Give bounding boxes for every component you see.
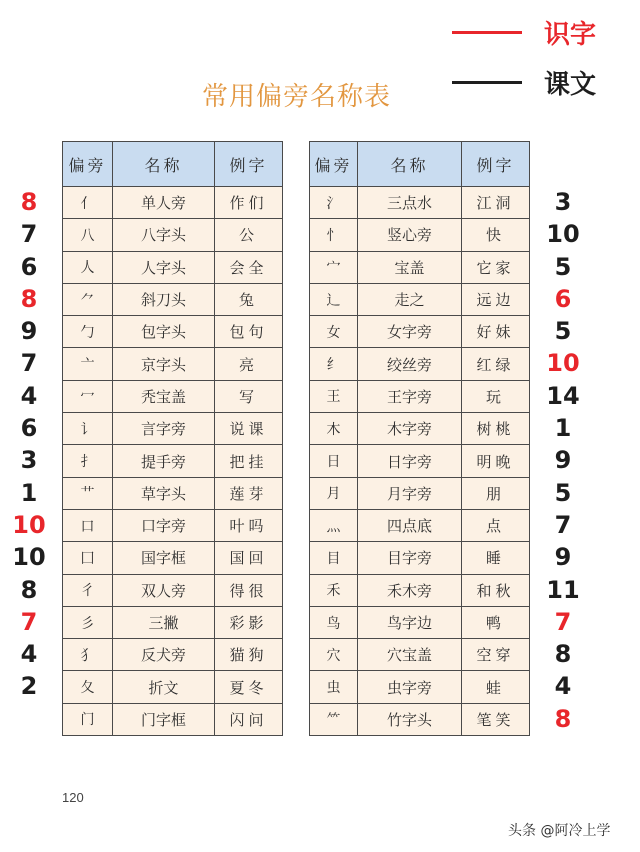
table-row: [63, 671, 283, 703]
right-table-body: [310, 187, 530, 736]
example-cell: 和秋: [462, 574, 530, 606]
radical-cell: 木: [310, 413, 358, 445]
table-row: [63, 703, 283, 735]
annotation-number: 8: [20, 188, 38, 216]
table-row: [63, 477, 283, 509]
annotation-number: 10: [12, 510, 46, 539]
table-row: [310, 219, 530, 251]
radical-cell: 日: [310, 445, 358, 477]
radical-cell: 穴: [310, 639, 358, 671]
annotation-number: 10: [546, 349, 580, 378]
radical-cell: 鸟: [310, 606, 358, 638]
name-cell: 鸟字边: [358, 606, 462, 638]
table-row: [63, 509, 283, 541]
radical-cell: 口: [63, 509, 113, 541]
example-cell: 亮: [215, 348, 283, 380]
radical-cell: 纟: [310, 348, 358, 380]
name-cell: 竹字头: [358, 703, 462, 735]
radical-cell: 夂: [63, 671, 113, 703]
radical-cell: 虫: [310, 671, 358, 703]
name-cell: 女字旁: [358, 316, 462, 348]
annotation-number: 8: [20, 575, 38, 604]
table-row: [310, 283, 530, 315]
header-example: 例字: [462, 142, 530, 187]
radical-cell: 冖: [63, 380, 113, 412]
watermark: 头条 @阿冷上学: [508, 823, 611, 839]
table-row: [63, 413, 283, 445]
name-cell: 月字旁: [358, 477, 462, 509]
name-cell: 四点底: [358, 509, 462, 541]
annotation-number: 8: [554, 704, 572, 733]
table-row: [310, 509, 530, 541]
name-cell: 反犬旁: [113, 639, 215, 671]
name-cell: 三点水: [358, 187, 462, 219]
name-cell: 八字头: [113, 219, 215, 251]
annotation-number: 10: [12, 543, 46, 572]
annotation-number: 10: [546, 220, 580, 249]
radical-cell: 彡: [63, 606, 113, 638]
annotation-number: 9: [554, 543, 572, 572]
example-cell: 会全: [215, 251, 283, 283]
radical-cell: 宀: [310, 251, 358, 283]
name-cell: 虫字旁: [358, 671, 462, 703]
radical-cell: 月: [310, 477, 358, 509]
radical-cell: 讠: [63, 413, 113, 445]
radical-cell: 囗: [63, 542, 113, 574]
radical-cell: 亻: [63, 187, 113, 219]
radical-cell: 八: [63, 219, 113, 251]
annotation-number: 4: [20, 381, 38, 410]
annotation-number: 6: [554, 284, 572, 313]
annotation-number: 4: [20, 640, 38, 669]
page-title: 常用偏旁名称表: [202, 82, 392, 112]
name-cell: 斜刀头: [113, 283, 215, 315]
annotation-number: 1: [20, 478, 38, 507]
table-row: [310, 251, 530, 283]
radical-cell: 人: [63, 251, 113, 283]
table-row: [63, 251, 283, 283]
table-row: [63, 219, 283, 251]
annotation-number: 8: [554, 640, 572, 669]
annotation-number: 7: [20, 607, 38, 636]
annotation-number: 1: [554, 414, 572, 443]
name-cell: 提手旁: [113, 445, 215, 477]
table-row: [310, 639, 530, 671]
annotation-number: 8: [20, 284, 38, 313]
example-cell: 树桃: [462, 413, 530, 445]
legend-text-label: 课文: [544, 70, 597, 100]
header-name: 名称: [358, 142, 462, 187]
example-cell: 莲芽: [215, 477, 283, 509]
annotation-number: 7: [554, 607, 572, 636]
table-row: [310, 380, 530, 412]
table-row: [310, 671, 530, 703]
name-cell: 绞丝旁: [358, 348, 462, 380]
name-cell: 单人旁: [113, 187, 215, 219]
example-cell: 玩: [462, 380, 530, 412]
table-row: [63, 445, 283, 477]
radical-cell: 灬: [310, 509, 358, 541]
right-radical-table: [309, 141, 530, 736]
name-cell: 竖心旁: [358, 219, 462, 251]
legend-literacy-label: 识字: [544, 20, 597, 50]
example-cell: 点: [462, 509, 530, 541]
annotation-number: 9: [20, 317, 38, 346]
annotation-number: 2: [20, 672, 38, 701]
table-row: [310, 445, 530, 477]
table-row: [63, 316, 283, 348]
example-cell: 好妹: [462, 316, 530, 348]
radical-cell: ⺈: [63, 283, 113, 315]
right-annotation-numbers: [540, 186, 586, 735]
radical-cell: 犭: [63, 639, 113, 671]
header-radical: 偏旁: [63, 142, 113, 187]
table-row: [63, 348, 283, 380]
table-row: [310, 606, 530, 638]
name-cell: 京字头: [113, 348, 215, 380]
annotation-number: 3: [554, 188, 572, 216]
example-cell: 江洞: [462, 187, 530, 219]
name-cell: 木字旁: [358, 413, 462, 445]
example-cell: 空穿: [462, 639, 530, 671]
name-cell: 折文: [113, 671, 215, 703]
example-cell: 笔笑: [462, 703, 530, 735]
legend-literacy: [452, 14, 596, 51]
name-cell: 走之: [358, 283, 462, 315]
annotation-number: [6, 703, 52, 735]
example-cell: 兔: [215, 283, 283, 315]
annotation-number: 14: [546, 381, 580, 410]
example-cell: 红绿: [462, 348, 530, 380]
radical-cell: 忄: [310, 219, 358, 251]
table-row: [310, 348, 530, 380]
example-cell: 彩影: [215, 606, 283, 638]
example-cell: 公: [215, 219, 283, 251]
radical-cell: ⺮: [310, 703, 358, 735]
radical-cell: 禾: [310, 574, 358, 606]
example-cell: 得很: [215, 574, 283, 606]
table-row: [310, 413, 530, 445]
annotation-number: 4: [554, 672, 572, 701]
table-row: [63, 542, 283, 574]
left-radical-table: [62, 141, 283, 736]
table-row: [63, 606, 283, 638]
table-row: [310, 187, 530, 219]
name-cell: 国字框: [113, 542, 215, 574]
legend-black-line: [452, 81, 522, 84]
example-cell: 鸭: [462, 606, 530, 638]
name-cell: 目字旁: [358, 542, 462, 574]
name-cell: 三撇: [113, 606, 215, 638]
example-cell: 国回: [215, 542, 283, 574]
table-row: [310, 574, 530, 606]
table-row: [310, 703, 530, 735]
annotation-number: 6: [20, 414, 38, 443]
example-cell: 包句: [215, 316, 283, 348]
name-cell: 门字框: [113, 703, 215, 735]
name-cell: 言字旁: [113, 413, 215, 445]
left-annotation-numbers: [6, 186, 52, 735]
radical-cell: 扌: [63, 445, 113, 477]
radical-cell: 门: [63, 703, 113, 735]
radical-cell: 辶: [310, 283, 358, 315]
annotation-number: 3: [20, 446, 38, 475]
name-cell: 穴宝盖: [358, 639, 462, 671]
table-row: [63, 380, 283, 412]
name-cell: 王字旁: [358, 380, 462, 412]
example-cell: 蛙: [462, 671, 530, 703]
example-cell: 快: [462, 219, 530, 251]
example-cell: 夏冬: [215, 671, 283, 703]
name-cell: 秃宝盖: [113, 380, 215, 412]
radical-cell: 女: [310, 316, 358, 348]
table-row: [310, 316, 530, 348]
header-example: 例字: [215, 142, 283, 187]
table-header-row: [310, 142, 530, 187]
table-row: [310, 542, 530, 574]
name-cell: 人字头: [113, 251, 215, 283]
name-cell: 禾木旁: [358, 574, 462, 606]
annotation-number: 5: [554, 317, 572, 346]
header-radical: 偏旁: [310, 142, 358, 187]
example-cell: 朋: [462, 477, 530, 509]
annotation-number: 7: [20, 349, 38, 378]
annotation-number: 7: [554, 510, 572, 539]
example-cell: 说课: [215, 413, 283, 445]
name-cell: 宝盖: [358, 251, 462, 283]
name-cell: 包字头: [113, 316, 215, 348]
name-cell: 双人旁: [113, 574, 215, 606]
radical-cell: 亠: [63, 348, 113, 380]
name-cell: 日字旁: [358, 445, 462, 477]
header-name: 名称: [113, 142, 215, 187]
legend-text: [452, 64, 596, 101]
table-header-row: [63, 142, 283, 187]
table-row: [63, 187, 283, 219]
annotation-number: 7: [20, 220, 38, 249]
example-cell: 睡: [462, 542, 530, 574]
radical-cell: 彳: [63, 574, 113, 606]
annotation-number: 6: [20, 252, 38, 281]
example-cell: 把挂: [215, 445, 283, 477]
legend-red-line: [452, 31, 522, 34]
radical-cell: 艹: [63, 477, 113, 509]
example-cell: 写: [215, 380, 283, 412]
annotation-number: 5: [554, 478, 572, 507]
radical-cell: 氵: [310, 187, 358, 219]
table-row: [310, 477, 530, 509]
annotation-number: 9: [554, 446, 572, 475]
radical-cell: 目: [310, 542, 358, 574]
example-cell: 远边: [462, 283, 530, 315]
page-number: 120: [62, 790, 84, 805]
radical-cell: 王: [310, 380, 358, 412]
example-cell: 它家: [462, 251, 530, 283]
table-row: [63, 639, 283, 671]
example-cell: 猫狗: [215, 639, 283, 671]
radical-cell: 勹: [63, 316, 113, 348]
left-table-body: [63, 187, 283, 736]
table-row: [63, 574, 283, 606]
annotation-number: 11: [546, 575, 580, 604]
example-cell: 明晚: [462, 445, 530, 477]
name-cell: 口字旁: [113, 509, 215, 541]
example-cell: 叶吗: [215, 509, 283, 541]
example-cell: 闪问: [215, 703, 283, 735]
annotation-number: 5: [554, 252, 572, 281]
table-row: [63, 283, 283, 315]
name-cell: 草字头: [113, 477, 215, 509]
example-cell: 作们: [215, 187, 283, 219]
